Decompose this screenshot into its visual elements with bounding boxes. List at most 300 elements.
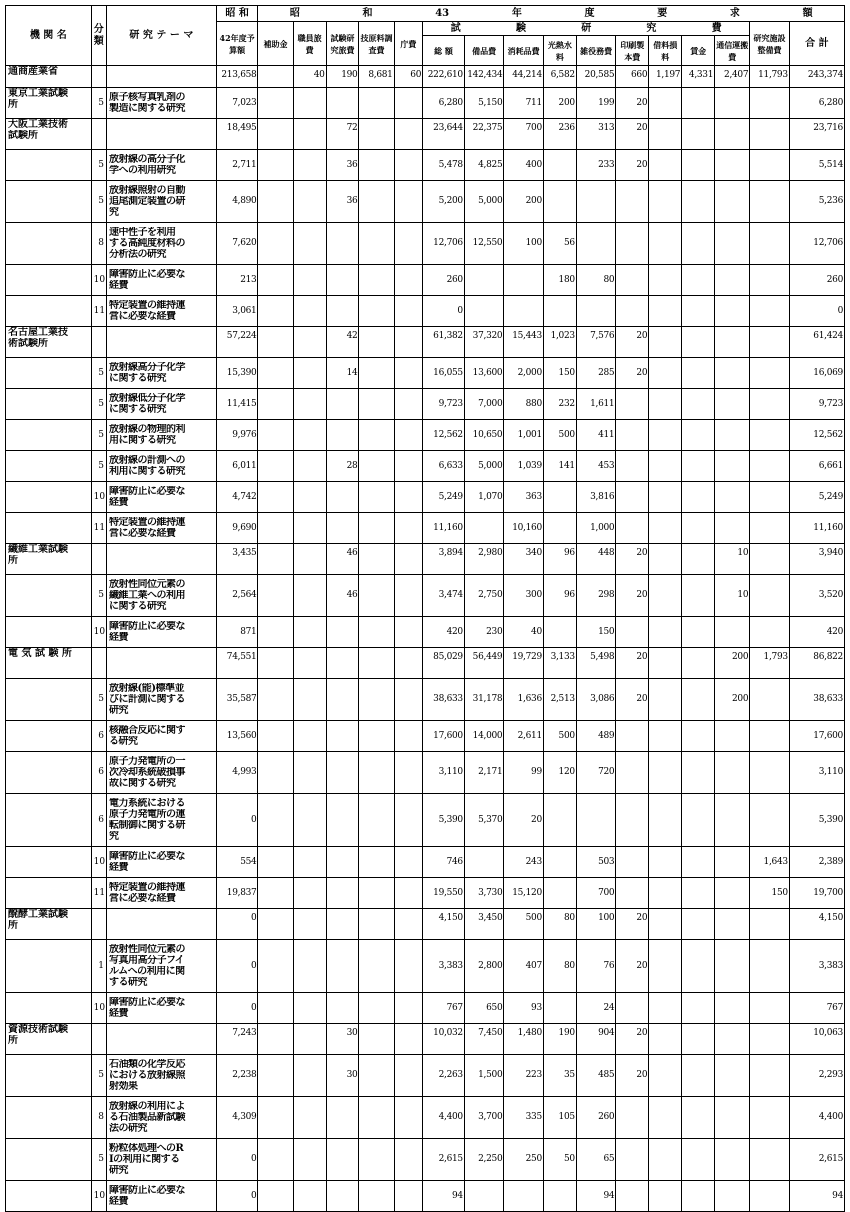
institution-name-line: 所 <box>8 1035 18 1046</box>
amount-b42-cell: 0 <box>216 909 258 940</box>
table-row <box>6 1139 845 1181</box>
amount-equip-cell: 4,825 <box>464 150 504 181</box>
theme-cell <box>106 1181 216 1212</box>
classification-cell: 10 <box>91 847 106 878</box>
amount-b42-cell: 213 <box>216 265 258 296</box>
amount-fac-cell: 150 <box>750 878 790 909</box>
amount-cons-cell: 19,729 <box>504 648 544 679</box>
amount-print-cell: 20 <box>616 648 649 679</box>
amount-print-cell: 20 <box>616 575 649 617</box>
amount-wage-cell <box>682 721 715 752</box>
amount-mat-cell <box>649 1024 682 1055</box>
amount-comm-cell <box>715 993 750 1024</box>
amount-b42-cell: 4,993 <box>216 752 258 794</box>
institution-cell <box>6 993 92 1024</box>
amount-print-cell: 20 <box>616 327 649 358</box>
amount-serv-cell: 1,611 <box>576 389 616 420</box>
amount-fac-cell <box>750 1181 790 1212</box>
header-wages: 賃金 <box>682 36 715 66</box>
header-year43: 43 <box>435 7 450 19</box>
amount-wage-cell <box>682 1181 715 1212</box>
amount-util-cell <box>543 296 576 327</box>
amount-mat-cell <box>649 878 682 909</box>
amount-tech-cell <box>359 1181 394 1212</box>
amount-serv-cell: 904 <box>576 1024 616 1055</box>
amount-agency-cell <box>394 88 423 119</box>
amount-subsidy-cell <box>258 265 293 296</box>
amount-subsidy-cell <box>258 878 293 909</box>
amount-serv-cell: 5,498 <box>576 648 616 679</box>
classification-cell: 5 <box>91 181 106 223</box>
theme-cell <box>106 648 216 679</box>
header-do: 度 <box>584 7 595 19</box>
amount-comm-cell <box>715 451 750 482</box>
amount-sum-cell: 19,700 <box>789 878 844 909</box>
amount-equip-cell: 13,600 <box>464 358 504 389</box>
amount-subsidy-cell <box>258 648 293 679</box>
amount-agency-cell <box>394 1024 423 1055</box>
budget-table <box>5 5 845 1212</box>
theme-line: 障害防止に必要な <box>108 486 185 497</box>
theme-line: 障害防止に必要な <box>108 269 185 280</box>
amount-mat-cell <box>649 88 682 119</box>
amount-util-cell: 56 <box>543 223 576 265</box>
amount-comm-cell: 200 <box>715 648 750 679</box>
amount-print-cell <box>616 1181 649 1212</box>
institution-cell <box>6 181 92 223</box>
amount-sum-cell: 10,063 <box>789 1024 844 1055</box>
amount-fac-cell <box>750 721 790 752</box>
amount-fac-cell <box>750 265 790 296</box>
amount-subsidy-cell <box>258 482 293 513</box>
amount-util-cell <box>543 847 576 878</box>
classification-cell <box>91 909 106 940</box>
amount-print-cell <box>616 482 649 513</box>
theme-line: 放射性同位元素の <box>108 579 185 590</box>
theme-cell <box>106 1139 216 1181</box>
amount-total-cell: 0 <box>423 296 465 327</box>
amount-agency-cell <box>394 794 423 847</box>
amount-rtravel-cell <box>326 1097 359 1139</box>
amount-b42-cell: 2,564 <box>216 575 258 617</box>
amount-cons-cell: 243 <box>504 847 544 878</box>
amount-tech-cell <box>359 648 394 679</box>
institution-cell <box>6 617 92 648</box>
amount-serv-cell: 313 <box>576 119 616 150</box>
institution-cell <box>6 847 92 878</box>
amount-sum-cell: 767 <box>789 993 844 1024</box>
amount-agency-cell <box>394 544 423 575</box>
amount-comm-cell <box>715 358 750 389</box>
amount-cons-cell: 1,039 <box>504 451 544 482</box>
theme-cell <box>106 327 216 358</box>
institution-cell <box>6 358 92 389</box>
institution-cell <box>6 150 92 181</box>
amount-wage-cell: 4,331 <box>682 66 715 88</box>
amount-tech-cell <box>359 847 394 878</box>
amount-fac-cell <box>750 679 790 721</box>
amount-util-cell <box>543 482 576 513</box>
amount-total-cell: 5,249 <box>423 482 465 513</box>
amount-mat-cell <box>649 119 682 150</box>
amount-equip-cell: 2,980 <box>464 544 504 575</box>
theme-line: 射効果 <box>108 1081 138 1092</box>
amount-wage-cell <box>682 88 715 119</box>
theme-line: 粉粒体処理へのR <box>108 1143 184 1154</box>
theme-cell <box>106 1097 216 1139</box>
amount-mat-cell <box>649 327 682 358</box>
amount-subsidy-cell <box>258 1055 293 1097</box>
theme-line: 経費 <box>108 497 128 508</box>
header-consumables: 消耗品費 <box>504 36 544 66</box>
amount-sum-cell: 5,236 <box>789 181 844 223</box>
amount-print-cell <box>616 721 649 752</box>
amount-serv-cell: 65 <box>576 1139 616 1181</box>
classification-cell: 10 <box>91 265 106 296</box>
table-row <box>6 296 845 327</box>
theme-cell <box>106 878 216 909</box>
amount-rtravel-cell: 30 <box>326 1024 359 1055</box>
classification-cell: 10 <box>91 1181 106 1212</box>
classification-cell: 5 <box>91 389 106 420</box>
amount-rtravel-cell <box>326 1181 359 1212</box>
amount-util-cell <box>543 993 576 1024</box>
institution-name-line: 所 <box>8 920 18 931</box>
institution-cell <box>6 794 92 847</box>
amount-comm-cell <box>715 617 750 648</box>
amount-print-cell: 20 <box>616 150 649 181</box>
theme-line: 障害防止に必要な <box>108 851 185 862</box>
amount-util-cell <box>543 150 576 181</box>
amount-tech-cell <box>359 358 394 389</box>
amount-tech-cell <box>359 721 394 752</box>
amount-subsidy-cell <box>258 575 293 617</box>
amount-wage-cell <box>682 327 715 358</box>
institution-cell <box>6 544 92 575</box>
classification-cell <box>91 327 106 358</box>
amount-print-cell <box>616 878 649 909</box>
header-kyu2: 究 <box>646 22 657 34</box>
amount-wage-cell <box>682 993 715 1024</box>
amount-agency-cell <box>394 878 423 909</box>
amount-cons-cell: 711 <box>504 88 544 119</box>
amount-sum-cell: 6,661 <box>789 451 844 482</box>
amount-fac-cell <box>750 513 790 544</box>
institution-cell <box>6 119 92 150</box>
amount-sum-cell: 17,600 <box>789 721 844 752</box>
amount-staff-cell <box>293 1024 326 1055</box>
amount-sum-cell: 5,514 <box>789 150 844 181</box>
amount-total-cell: 9,723 <box>423 389 465 420</box>
institution-cell <box>6 679 92 721</box>
amount-print-cell <box>616 296 649 327</box>
amount-sum-cell: 0 <box>789 296 844 327</box>
theme-line: 原子力発電所の運 <box>108 809 185 820</box>
theme-line: 放射線照射の自動 <box>108 185 185 196</box>
amount-tech-cell <box>359 150 394 181</box>
table-row <box>6 451 845 482</box>
classification-cell: 5 <box>91 88 106 119</box>
amount-equip-cell: 7,000 <box>464 389 504 420</box>
amount-cons-cell: 335 <box>504 1097 544 1139</box>
amount-util-cell: 80 <box>543 940 576 993</box>
institution-name-line: 醗酵工業試験 <box>8 909 68 920</box>
amount-total-cell: 3,894 <box>423 544 465 575</box>
amount-staff-cell <box>293 513 326 544</box>
theme-line: 速中性子を利用 <box>108 227 176 238</box>
classification-cell <box>91 119 106 150</box>
amount-mat-cell <box>649 544 682 575</box>
amount-rtravel-cell: 14 <box>326 358 359 389</box>
amount-wage-cell <box>682 1097 715 1139</box>
classification-cell: 5 <box>91 358 106 389</box>
amount-staff-cell <box>293 617 326 648</box>
amount-print-cell <box>616 847 649 878</box>
table-row <box>6 909 845 940</box>
amount-staff-cell <box>293 794 326 847</box>
theme-line: 石油類の化学反応 <box>108 1059 185 1070</box>
amount-agency-cell: 60 <box>394 66 423 88</box>
classification-cell: 11 <box>91 878 106 909</box>
amount-wage-cell <box>682 575 715 617</box>
amount-b42-cell: 6,011 <box>216 451 258 482</box>
theme-cell <box>106 451 216 482</box>
amount-comm-cell <box>715 1055 750 1097</box>
amount-util-cell <box>543 513 576 544</box>
table-row <box>6 223 845 265</box>
amount-staff-cell <box>293 265 326 296</box>
amount-staff-cell <box>293 1181 326 1212</box>
amount-sum-cell: 2,293 <box>789 1055 844 1097</box>
table-row <box>6 794 845 847</box>
theme-line: に関する研究 <box>108 601 166 612</box>
header-printing: 印刷製本費 <box>616 36 649 66</box>
amount-cons-cell: 250 <box>504 1139 544 1181</box>
amount-util-cell: 6,582 <box>543 66 576 88</box>
amount-b42-cell: 0 <box>216 1139 258 1181</box>
amount-sum-cell: 5,390 <box>789 794 844 847</box>
amount-mat-cell <box>649 721 682 752</box>
theme-line: 経費 <box>108 632 128 643</box>
amount-sum-cell: 2,615 <box>789 1139 844 1181</box>
amount-rtravel-cell <box>326 1139 359 1181</box>
amount-cons-cell: 93 <box>504 993 544 1024</box>
amount-print-cell <box>616 265 649 296</box>
amount-mat-cell <box>649 181 682 223</box>
amount-b42-cell: 0 <box>216 794 258 847</box>
amount-fac-cell <box>750 389 790 420</box>
amount-rtravel-cell <box>326 794 359 847</box>
amount-total-cell: 767 <box>423 993 465 1024</box>
amount-agency-cell <box>394 389 423 420</box>
amount-util-cell: 105 <box>543 1097 576 1139</box>
amount-wage-cell <box>682 420 715 451</box>
table-row <box>6 752 845 794</box>
institution-cell <box>6 940 92 993</box>
amount-sum-cell: 94 <box>789 1181 844 1212</box>
amount-fac-cell <box>750 223 790 265</box>
theme-line: 営に必要な経費 <box>108 528 176 539</box>
amount-comm-cell <box>715 327 750 358</box>
amount-util-cell: 150 <box>543 358 576 389</box>
amount-equip-cell: 2,171 <box>464 752 504 794</box>
amount-sum-cell: 3,520 <box>789 575 844 617</box>
amount-mat-cell <box>649 420 682 451</box>
amount-tech-cell <box>359 451 394 482</box>
amount-equip-cell: 5,150 <box>464 88 504 119</box>
amount-mat-cell <box>649 296 682 327</box>
amount-equip-cell: 3,730 <box>464 878 504 909</box>
amount-total-cell: 2,615 <box>423 1139 465 1181</box>
amount-rtravel-cell <box>326 909 359 940</box>
header-tech-fee: 技原料調査費 <box>359 22 394 66</box>
amount-mat-cell <box>649 794 682 847</box>
amount-tech-cell <box>359 940 394 993</box>
amount-rtravel-cell <box>326 847 359 878</box>
amount-util-cell: 3,133 <box>543 648 576 679</box>
amount-total-cell: 16,055 <box>423 358 465 389</box>
classification-cell <box>91 66 106 88</box>
institution-cell <box>6 1139 92 1181</box>
amount-mat-cell <box>649 389 682 420</box>
amount-wage-cell <box>682 794 715 847</box>
amount-cons-cell: 400 <box>504 150 544 181</box>
amount-agency-cell <box>394 940 423 993</box>
classification-cell <box>91 648 106 679</box>
amount-util-cell: 190 <box>543 1024 576 1055</box>
amount-rtravel-cell: 46 <box>326 544 359 575</box>
institution-cell <box>6 1097 92 1139</box>
amount-cons-cell: 15,443 <box>504 327 544 358</box>
theme-line: 放射線高分子化学 <box>108 362 185 373</box>
amount-sum-cell: 86,822 <box>789 648 844 679</box>
amount-util-cell: 96 <box>543 544 576 575</box>
amount-staff-cell <box>293 1097 326 1139</box>
amount-equip-cell <box>464 296 504 327</box>
header-ken2: 研 <box>581 22 592 34</box>
institution-cell <box>6 513 92 544</box>
amount-b42-cell: 213,658 <box>216 66 258 88</box>
amount-b42-cell: 4,890 <box>216 181 258 223</box>
amount-sum-cell: 3,383 <box>789 940 844 993</box>
amount-wage-cell <box>682 389 715 420</box>
amount-equip-cell: 22,375 <box>464 119 504 150</box>
amount-cons-cell: 363 <box>504 482 544 513</box>
amount-mat-cell <box>649 358 682 389</box>
amount-rtravel-cell: 42 <box>326 327 359 358</box>
amount-comm-cell: 2,407 <box>715 66 750 88</box>
institution-cell <box>6 223 92 265</box>
header-grand-total: 合 計 <box>789 22 844 66</box>
amount-staff-cell <box>293 544 326 575</box>
amount-subsidy-cell <box>258 847 293 878</box>
amount-tech-cell <box>359 223 394 265</box>
institution-cell <box>6 752 92 794</box>
amount-agency-cell <box>394 1097 423 1139</box>
amount-staff-cell: 40 <box>293 66 326 88</box>
amount-total-cell: 3,110 <box>423 752 465 794</box>
amount-staff-cell <box>293 327 326 358</box>
amount-fac-cell <box>750 575 790 617</box>
amount-serv-cell: 485 <box>576 1055 616 1097</box>
amount-subsidy-cell <box>258 940 293 993</box>
amount-subsidy-cell <box>258 617 293 648</box>
theme-line: 障害防止に必要な <box>108 1185 185 1196</box>
amount-wage-cell <box>682 1024 715 1055</box>
institution-name-line: 繊維工業試験 <box>8 544 68 555</box>
amount-equip-cell: 12,550 <box>464 223 504 265</box>
amount-comm-cell <box>715 296 750 327</box>
amount-subsidy-cell <box>258 119 293 150</box>
institution-cell <box>6 389 92 420</box>
table-row <box>6 482 845 513</box>
classification-cell: 1 <box>91 940 106 993</box>
amount-b42-cell: 7,243 <box>216 1024 258 1055</box>
amount-subsidy-cell <box>258 993 293 1024</box>
amount-b42-cell: 554 <box>216 847 258 878</box>
header-agency-fee: 庁費 <box>394 22 423 66</box>
institution-cell <box>6 420 92 451</box>
amount-subsidy-cell <box>258 223 293 265</box>
amount-tech-cell <box>359 909 394 940</box>
amount-equip-cell <box>464 1181 504 1212</box>
theme-line: 製造に関する研究 <box>108 103 185 114</box>
amount-util-cell <box>543 1181 576 1212</box>
amount-staff-cell <box>293 847 326 878</box>
amount-mat-cell <box>649 679 682 721</box>
amount-sum-cell: 12,562 <box>789 420 844 451</box>
amount-sum-cell: 4,150 <box>789 909 844 940</box>
amount-agency-cell <box>394 847 423 878</box>
amount-util-cell <box>543 878 576 909</box>
amount-rtravel-cell <box>326 223 359 265</box>
amount-wage-cell <box>682 909 715 940</box>
amount-fac-cell <box>750 617 790 648</box>
amount-agency-cell <box>394 181 423 223</box>
amount-subsidy-cell <box>258 721 293 752</box>
amount-staff-cell <box>293 679 326 721</box>
amount-staff-cell <box>293 909 326 940</box>
theme-line: 分析法の研究 <box>108 249 166 260</box>
amount-comm-cell: 10 <box>715 575 750 617</box>
amount-util-cell: 180 <box>543 265 576 296</box>
amount-total-cell: 6,280 <box>423 88 465 119</box>
amount-rtravel-cell: 190 <box>326 66 359 88</box>
theme-line: 放射線(能)標準並 <box>108 683 184 694</box>
amount-sum-cell: 11,160 <box>789 513 844 544</box>
amount-cons-cell: 200 <box>504 181 544 223</box>
theme-line: 用に関する研究 <box>108 435 176 446</box>
amount-total-cell: 6,633 <box>423 451 465 482</box>
amount-cons-cell: 880 <box>504 389 544 420</box>
amount-subsidy-cell <box>258 794 293 847</box>
institution-cell <box>6 66 92 88</box>
amount-serv-cell: 700 <box>576 878 616 909</box>
table-row <box>6 358 845 389</box>
amount-mat-cell <box>649 513 682 544</box>
amount-total-cell: 5,390 <box>423 794 465 847</box>
amount-equip-cell: 5,000 <box>464 181 504 223</box>
amount-comm-cell <box>715 1024 750 1055</box>
amount-tech-cell <box>359 575 394 617</box>
amount-serv-cell: 3,816 <box>576 482 616 513</box>
amount-print-cell <box>616 451 649 482</box>
amount-staff-cell <box>293 993 326 1024</box>
amount-cons-cell: 340 <box>504 544 544 575</box>
amount-subsidy-cell <box>258 66 293 88</box>
header-gaku: 額 <box>802 7 813 19</box>
amount-rtravel-cell <box>326 752 359 794</box>
